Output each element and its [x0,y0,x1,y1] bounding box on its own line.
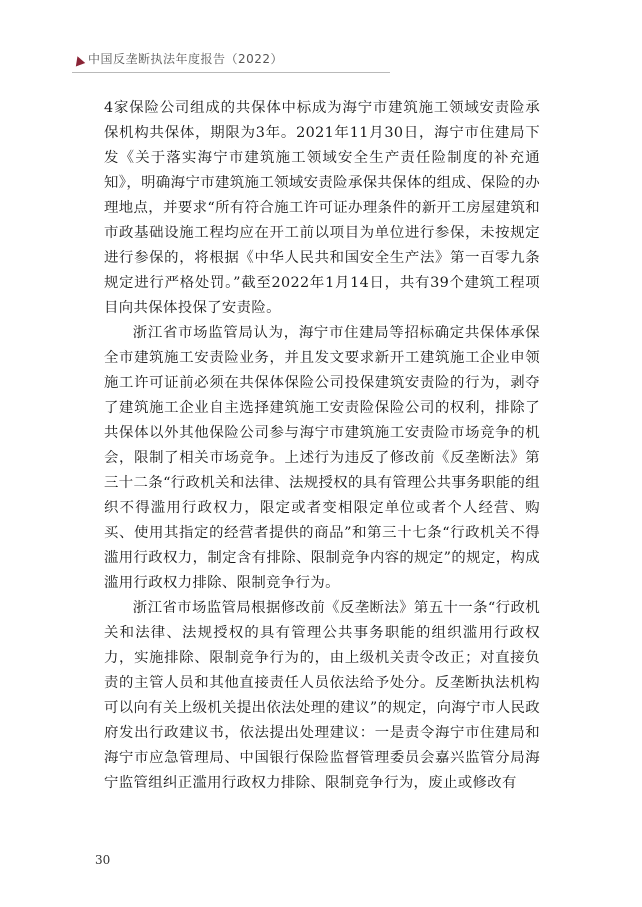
page-number: 30 [95,853,111,867]
running-header [72,48,390,73]
header-triangle-icon [73,55,85,67]
header-title: 中国反垄断执法年度报告（2022） [88,52,284,66]
paragraph: 浙江省市场监管局根据修改前《反垄断法》第五十一条“行政机关和法律、法规授权的具有管理公共事务职能的组织滥用行政权力，实施排除、限制竞争行为的，由上级机关责令改正；对直接负责的主管人员和其他直接责任人员依法给予处分。反垄断执法机构可以向有关上级机关提出依法处理的建议”的规定，向海宁市人民政府发出行政建议书，依法提出处理建议：一是责令海宁市住建局和海宁市应急管理局、中国银行保险监督管理委员会嘉兴监管分局海宁监管组纠正滥用行政权力排除、限制竞争行为，废止或修改有 [104,600,540,791]
body-text [104,96,540,796]
paragraph: 4家保险公司组成的共保体中标成为海宁市建筑施工领域安责险承保机构共保体，期限为3年。2021年11月30日，海宁市住建局下发《关于落实海宁市建筑施工领域安全生产责任险制度的补充通知》，明确海宁市建筑施工领域安责险承保共保体的组成、保险的办理地点，并要求“所有符合施工许可证办理条件的新开工房屋建筑和市政基础设施工程均应在开工前以项目为单位进行参保，未按规定进行参保的，将根据《中华人民共和国安全生产法》第一百零九条规定进行严格处罚。”截至2022年1月14日，共有39个建筑工程项目向共保体投保了安责险。 [104,100,540,316]
paragraph: 浙江省市场监管局认为，海宁市住建局等招标确定共保体承保全市建筑施工安责险业务，并且发文要求新开工建筑施工企业申领施工许可证前必须在共保体保险公司投保建筑安责险的行为，剥夺了建筑施工企业自主选择建筑施工安责险保险公司的权利，排除了共保体以外其他保险公司参与海宁市建筑施工安责险市场竞争的机会，限制了相关市场竞争。上述行为违反了修改前《反垄断法》第三十二条“行政机关和法律、法规授权的具有管理公共事务职能的组织不得滥用行政权力，限定或者变相限定单位或者个人经营、购买、使用其指定的经营者提供的商品”和第三十七条“行政机关不得滥用行政权力，制定含有排除、限制竞争内容的规定”的规定，构成滥用行政权力排除、限制竞争行为。 [104,325,540,591]
